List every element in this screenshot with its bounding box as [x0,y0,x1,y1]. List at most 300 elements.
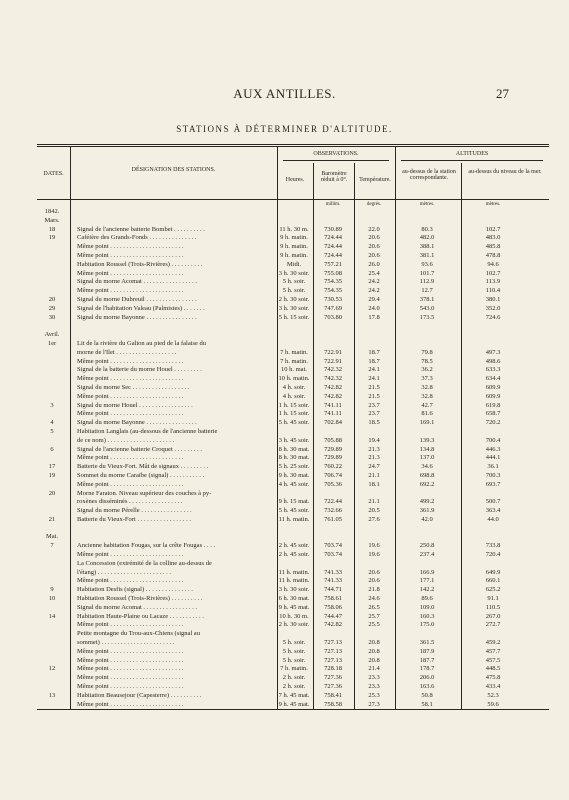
barometer-cell: 758.06 [324,603,342,611]
altitude-station-cell: 499.2 [419,498,435,506]
barometer-cell: 702.84 [324,419,342,427]
altitude-sea-cell: 363.4 [485,507,501,515]
table-row [37,613,549,622]
temperature-cell: 19.6 [368,542,380,550]
altitude-station-cell: 692.2 [419,480,435,488]
table-bottom-rule [37,709,549,710]
altitude-sea-cell: 497.3 [485,348,501,356]
altitude-sea-cell: 444.1 [485,454,501,462]
altitude-sea-cell: 720.4 [485,551,501,559]
hour-cell: 11 h. matin. [278,515,310,523]
hour-cell: 5 h. 45 soir. [278,507,310,515]
table-row [37,683,549,692]
altitude-station-cell: 109.0 [419,603,435,611]
designation-cell: Signal du morne Pérelle . . . . . . . . . . . . . . . . [77,507,192,515]
designation-cell: Lit de la rivière du Galion au pied de la falaise du [77,339,207,347]
table-row [37,322,549,331]
barometer-cell: 727.13 [324,639,342,647]
barometer-cell: 742.82 [324,621,342,629]
barometer-cell: 722.44 [324,498,342,506]
hour-cell: 5 h. soir. [282,647,306,655]
temperature-cell: 24.2 [368,287,380,295]
altitude-sea-cell: 700.4 [485,436,501,444]
table-body [37,200,549,709]
altitude-sea-cell: 634.4 [485,375,501,383]
designation-cell: Signal du morne Acomat . . . . . . . . . . . . . . . . . [77,278,198,286]
designation-cell: Signal du morne Bayonne . . . . . . . . . . . . . . . . [77,313,197,321]
altitude-sea-cell: 609.9 [485,392,501,400]
table-row [37,674,549,683]
table-row [37,384,549,393]
barometer-cell: 727.36 [324,674,342,682]
altitude-sea-cell: 500.7 [485,498,501,506]
altitude-station-cell: 142.2 [419,586,435,594]
hour-cell: 8 h. 30 mat. [278,445,310,453]
altitude-station-cell: 175.0 [419,621,435,629]
altitude-station-cell: 32.8 [421,383,433,391]
barometer-cell: 724.44 [324,243,342,251]
table-row [37,516,549,525]
temperature-cell: 25.5 [368,621,380,629]
temperature-cell: 18.7 [368,348,380,356]
unit-baro: millim. [325,202,341,207]
date-cell: Mars. [44,216,60,224]
table-row [37,542,549,551]
barometer-cell: 705.88 [324,436,342,444]
hour-cell: 5 h. soir. [282,639,306,647]
hour-cell: 10 h. mat. [281,366,307,374]
barometer-cell: 722.91 [324,348,342,356]
table-row [37,657,549,666]
date-cell: 19 [48,471,56,479]
date-cell: 17 [48,463,56,471]
designation-cell: Signal du morne Sec . . . . . . . . . . . . . . . . . . [77,383,190,391]
hour-cell: 2 h. 45 soir. [278,551,310,559]
altitude-station-cell: 139.3 [419,436,435,444]
unit-alt-mer: mètres. [485,202,501,207]
table-row [37,226,549,235]
barometer-cell: 758.61 [324,595,342,603]
table-row [37,428,549,437]
barometer-cell: 729.89 [324,445,342,453]
designation-cell: Signal du morne Houel . . . . . . . . . . . . . . . . . [77,401,193,409]
altitude-station-cell: 42.7 [421,401,433,409]
altitude-sea-cell: 267.0 [485,612,501,620]
designation-cell: Même point . . . . . . . . . . . . . . . . . . . . . . . [77,656,184,664]
temperature-cell: 21.4 [368,665,380,673]
altitude-sea-cell: 433.4 [485,683,501,691]
designation-cell: Même point . . . . . . . . . . . . . . . . . . . . . . . [77,357,184,365]
temperature-cell: 21.1 [368,498,380,506]
date-cell: 12 [48,665,56,673]
temperature-cell: 20.6 [368,251,380,259]
hour-cell: 3 h. 30 soir. [278,269,310,277]
page-header [60,86,509,102]
temperature-cell: 23.3 [368,674,380,682]
hour-cell: 6 h. 30 mat. [278,595,310,603]
altitude-station-cell: 543.0 [419,304,435,312]
temperature-cell: 24.1 [368,366,380,374]
altitude-sea-cell: 94.6 [487,260,499,268]
altitude-station-cell: 250.8 [419,542,435,550]
designation-cell: Ancienne habitation Fougas, sur la crête Fougas . . . . [77,542,216,550]
hour-cell: 5 h. 15 soir. [278,313,310,321]
date-cell: Avril. [44,331,60,339]
table-row [37,472,549,481]
table-row [37,217,549,226]
altitude-sea-cell: 625.2 [485,586,501,594]
designation-cell: Même point . . . . . . . . . . . . . . . . . . . . . . . [77,674,184,682]
date-cell: 9 [50,586,54,594]
hour-cell: 4 h. 45 soir. [278,480,310,488]
designation-cell: Même point . . . . . . . . . . . . . . . . . . . . . . . [77,551,184,559]
temperature-cell: 20.6 [368,577,380,585]
altitude-station-cell: 78.5 [421,357,433,365]
barometer-cell: 730.89 [324,225,342,233]
hour-cell: 9 h. 45 mat. [278,603,310,611]
temperature-cell: 24.7 [368,463,380,471]
altitude-sea-cell: 619.8 [485,401,501,409]
designation-cell: Même point . . . . . . . . . . . . . . . . . . . . . . . [77,392,184,400]
altitude-station-cell: 169.1 [419,419,435,427]
hour-cell: 2 h. soir. [282,674,306,682]
table-row [37,533,549,542]
temperature-cell: 20.5 [368,507,380,515]
altitude-sea-cell: 475.8 [485,674,501,682]
altitude-sea-cell: 457.5 [485,656,501,664]
hour-cell: 2 h. 30 soir. [278,621,310,629]
altitude-station-cell: 36.2 [421,366,433,374]
temperature-cell: 24.6 [368,595,380,603]
designation-cell: La Concession (extrémité de la colline au-dessus de [77,559,212,567]
barometer-cell: 741.33 [324,577,342,585]
hour-cell: 9 h. 45 mat. [278,700,310,708]
hour-cell: 3 h. 30 soir. [278,586,310,594]
barometer-cell: 754.35 [324,278,342,286]
designation-cell: Signal du morne Acomat . . . . . . . . . . . . . . . . . [77,603,198,611]
hour-cell: Midi. [286,260,302,268]
altitude-sea-cell: 459.2 [485,639,501,647]
header-altitudes: ALTITUDES [455,151,489,157]
barometer-cell: 760.22 [324,463,342,471]
table-row [37,692,549,701]
barometer-cell: 724.44 [324,234,342,242]
table-row [37,314,549,323]
table-row [37,551,549,560]
temperature-cell: 21.3 [368,454,380,462]
table-row [37,630,549,639]
header-dates: DATES. [43,171,64,177]
temperature-cell: 20.6 [368,234,380,242]
altitude-station-cell: 187.9 [419,647,435,655]
date-cell: 29 [48,304,56,312]
temperature-cell: 24.1 [368,375,380,383]
altitude-table [37,144,549,710]
temperature-cell: 23.7 [368,410,380,418]
table-title: STATIONS À DÉTERMINER D'ALTITUDE. [176,124,393,134]
barometer-cell: 754.35 [324,287,342,295]
hour-cell: 5 h. soir. [282,278,306,286]
barometer-cell: 703.74 [324,551,342,559]
table-row [37,243,549,252]
altitude-station-cell: 177.1 [419,577,435,585]
table-row [37,340,549,349]
barometer-cell: 728.18 [324,665,342,673]
barometer-cell: 758.41 [324,691,342,699]
altitude-sea-cell: 102.7 [485,269,501,277]
hour-cell: 2 h. 30 soir. [278,295,310,303]
table-row [37,349,549,358]
temperature-cell: 25.4 [368,269,380,277]
temperature-cell: 20.6 [368,243,380,251]
altitude-sea-cell: 485.8 [485,243,501,251]
table-row [37,463,549,472]
altitude-sea-cell: 483.0 [485,234,501,242]
date-cell: 10 [48,595,56,603]
altitude-sea-cell: 113.9 [485,278,501,286]
table-row [37,375,549,384]
hour-cell: 11 h. matin. [278,577,310,585]
barometer-cell: 741.11 [324,410,342,418]
barometer-cell: 724.44 [324,251,342,259]
designation-cell: Même point . . . . . . . . . . . . . . . . . . . . . . . [77,621,184,629]
designation-cell: Signal de la batterie du morne Houel . . . . . . . . . [77,366,202,374]
designation-cell: de ce nom) . . . . . . . . . . . . . . . . . . . . . [77,436,175,444]
barometer-cell: 703.74 [324,542,342,550]
table-row [37,208,549,217]
units-row [37,200,549,208]
hour-cell: 9 h. 30 mat. [278,471,310,479]
altitude-station-cell: 112.9 [419,278,435,286]
altitude-sea-cell: 352.0 [485,304,501,312]
table-row [37,595,549,604]
altitude-sea-cell: 658.7 [485,410,501,418]
hour-cell: 9 h. matin. [280,243,308,251]
barometer-cell: 757.21 [324,260,342,268]
altitude-sea-cell: 478.8 [485,251,501,259]
altitude-sea-cell: 110.5 [485,603,501,611]
unit-temp: degrés. [366,202,382,207]
altitude-sea-cell: 272.7 [485,621,501,629]
table-row [37,490,549,499]
observations-span-line [283,160,389,161]
header-alt-mer: au-dessus du niveau de la mer. [468,169,542,175]
designation-cell: Même point . . . . . . . . . . . . . . . . . . . . . . . [77,647,184,655]
altitude-station-cell: 50.8 [421,691,433,699]
barometer-cell: 747.69 [324,304,342,312]
table-row [37,665,549,674]
designation-cell: Même point . . . . . . . . . . . . . . . . . . . . . . . [77,577,184,585]
date-cell: 21 [48,515,56,523]
temperature-cell: 27.6 [368,515,380,523]
header-heures: Heures. [285,177,305,183]
barometer-cell: 722.91 [324,357,342,365]
designation-cell: Petite montagne du Trou-aux-Chiens (signal au [77,630,200,638]
header-observations: OBSERVATIONS. [313,151,359,157]
altitude-sea-cell: 660.1 [485,577,501,585]
table-row [37,305,549,314]
header-temperature: Température. [359,177,391,183]
hour-cell: 3 h. 45 soir. [278,436,310,444]
hour-cell: 5 h. soir. [282,656,306,664]
table-row [37,261,549,270]
temperature-cell: 23.3 [368,683,380,691]
table-row [37,701,549,710]
altitude-station-cell: 137.0 [419,454,435,462]
altitude-sea-cell: 36.1 [487,463,499,471]
page-title: AUX ANTILLES. [233,86,336,101]
designation-cell: Même point . . . . . . . . . . . . . . . . . . . . . . . [77,700,184,708]
hour-cell: 5 h. soir. [282,287,306,295]
date-cell: 3 [50,401,54,409]
designation-cell: Même point . . . . . . . . . . . . . . . . . . . . . . . [77,269,184,277]
header-alt-station: au-dessus de la station correspondante. [402,169,456,181]
altitude-sea-cell: 44.0 [487,515,499,523]
table-row [37,296,549,305]
table-row [37,437,549,446]
altitude-station-cell: 378.1 [419,295,435,303]
designation-cell: Même point . . . . . . . . . . . . . . . . . . . . . . . [77,287,184,295]
hour-cell: 9 h. 15 mat. [278,498,310,506]
date-cell: 30 [48,313,56,321]
table-row [37,577,549,586]
designation-cell: sommet) . . . . . . . . . . . . . . . . . . . . . . . [77,639,175,647]
date-cell: Mai. [45,533,59,541]
table-row [37,621,549,630]
altitude-sea-cell: 91.1 [487,595,499,603]
altitude-station-cell: 12.7 [421,287,433,295]
barometer-cell: 727.13 [324,656,342,664]
designation-cell: Signal du morne Dubreuil . . . . . . . . . . . . . . . . [77,295,197,303]
designation-cell: Même point . . . . . . . . . . . . . . . . . . . . . . . [77,454,184,462]
designation-cell: Même point . . . . . . . . . . . . . . . . . . . . . . . [77,683,184,691]
temperature-cell: 17.8 [368,313,380,321]
date-cell: 5 [50,427,54,435]
hour-cell: 4 h. soir. [282,392,306,400]
altitude-station-cell: 187.7 [419,656,435,664]
table-row [37,446,549,455]
table-row [37,481,549,490]
altitude-station-cell: 166.9 [419,568,435,576]
altitude-station-cell: 42.0 [421,515,433,523]
temperature-cell: 21.3 [368,445,380,453]
altitude-station-cell: 482.0 [419,234,435,242]
altitude-station-cell: 237.4 [419,551,435,559]
hour-cell: 5 h. 25 soir. [278,463,310,471]
altitude-station-cell: 160.3 [419,612,435,620]
altitude-station-cell: 58.1 [421,700,433,708]
temperature-cell: 29.4 [368,295,380,303]
hour-cell: 10 h. matin. [278,375,310,383]
table-row [37,393,549,402]
altitude-station-cell: 34.6 [421,463,433,471]
altitude-station-cell: 93.6 [421,260,433,268]
table-row [37,270,549,279]
barometer-cell: 742.32 [324,375,342,383]
hour-cell: 7 h. matin. [280,357,308,365]
table-row [37,604,549,613]
temperature-cell: 21.5 [368,392,380,400]
table-row [37,454,549,463]
hour-cell: 8 h. 30 mat. [278,454,310,462]
altitude-station-cell: 81.6 [421,410,433,418]
temperature-cell: 20.8 [368,656,380,664]
table-row [37,402,549,411]
temperature-cell: 19.6 [368,551,380,559]
temperature-cell: 18.7 [368,357,380,365]
altitude-station-cell: 89.6 [421,595,433,603]
table-row [37,252,549,261]
designation-cell: Même point . . . . . . . . . . . . . . . . . . . . . . . [77,410,184,418]
hour-cell: 11 h. matin. [278,568,310,576]
hour-cell: 5 h. 45 soir. [278,419,310,427]
altitude-sea-cell: 380.1 [485,295,501,303]
altitude-station-cell: 163.6 [419,683,435,691]
temperature-cell: 23.7 [368,401,380,409]
designation-cell: Batterie du Vieux-Fort. Mât de signaux . . . . . . . . . [77,463,209,471]
barometer-cell: 742.32 [324,366,342,374]
designation-cell: Habitation Roussel (Trois-Rivières) . . . . . . . . . . [77,595,203,603]
barometer-cell: 727.36 [324,683,342,691]
altitude-sea-cell: 649.9 [485,568,501,576]
date-cell: 1er [47,339,57,347]
altitude-station-cell: 381.1 [419,251,435,259]
hour-cell: 7 h. matin. [280,348,308,356]
designation-cell: Batterie du Vieux-Fort . . . . . . . . . . . . . . . . . [77,515,191,523]
table-row [37,287,549,296]
temperature-cell: 25.3 [368,691,380,699]
temperature-cell: 21.8 [368,586,380,594]
altitude-station-cell: 178.7 [419,665,435,673]
date-cell: 6 [50,445,54,453]
barometer-cell: 703.80 [324,313,342,321]
hour-cell: 7 h. 45 mat. [278,691,310,699]
barometer-cell: 727.13 [324,647,342,655]
designation-cell: Habitation Desfis (signal) . . . . . . . . . . . . . . . [77,586,193,594]
barometer-cell: 732.66 [324,507,342,515]
designation-cell: l'étang) . . . . . . . . . . . . . . . . . . . . . . . [77,568,171,576]
temperature-cell: 20.8 [368,647,380,655]
table-row [37,366,549,375]
barometer-cell: 706.74 [324,471,342,479]
altitude-station-cell: 206.0 [419,674,435,682]
altitude-sea-cell: 457.7 [485,647,501,655]
unit-alt-station: mètres. [419,202,435,207]
designation-cell: Même point . . . . . . . . . . . . . . . . . . . . . . . [77,243,184,251]
altitude-station-cell: 388.1 [419,243,435,251]
table-row [37,507,549,516]
altitude-station-cell: 361.9 [419,507,435,515]
designation-cell: Habitation Beausejour (Capesterre) . . . . . . . . . . [77,691,202,699]
temperature-cell: 26.0 [368,260,380,268]
altitude-station-cell: 361.5 [419,639,435,647]
hour-cell: 2 h. soir. [282,683,306,691]
altitude-sea-cell: 102.7 [485,225,501,233]
temperature-cell: 18.5 [368,419,380,427]
designation-cell: roxènes disséminés . . . . . . . . . . . . . . . . . [77,498,183,506]
date-cell: 1842. [44,208,60,215]
designation-cell: Même point . . . . . . . . . . . . . . . . . . . . . . . [77,665,184,673]
altitude-station-cell: 37.3 [421,375,433,383]
table-row [37,639,549,648]
designation-cell: Signal de l'ancienne batterie Bombet . . . . . . . . . . [77,225,205,233]
date-cell: 7 [50,542,54,550]
barometer-cell: 742.82 [324,383,342,391]
table-row [37,569,549,578]
table-row [37,331,549,340]
table-row [37,498,549,507]
date-cell: 19 [48,234,56,242]
